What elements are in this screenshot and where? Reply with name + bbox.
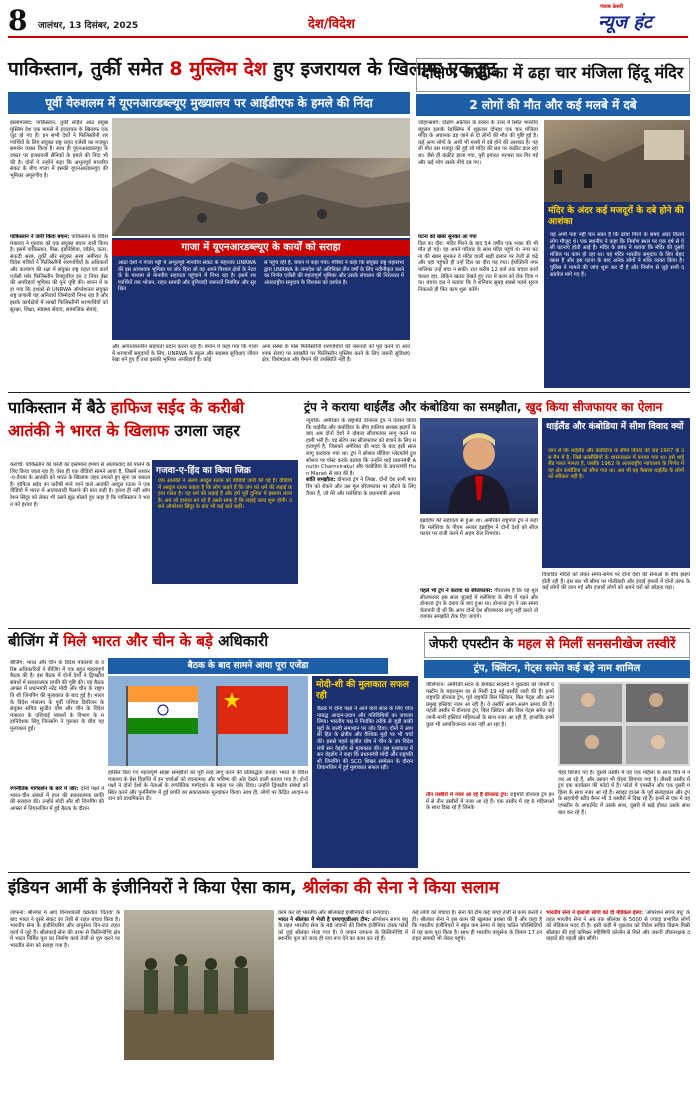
a3-headline-line2: [8, 420, 296, 440]
a6-photos-grid: [558, 682, 690, 766]
a5-body-text2: हासिल किए गए महत्वपूर्ण साझा समझौतों को पूरी तरह लागू करने की प्रतिबद्धता जताई। भारत के विदेश मंत्रालय के प्रेस विज्ञप्ति में इन चर्चाओं को रचनात्मक और भविष्य की ओर देखने वाली बताया गया है। दोनों पक्षों ने दोनों देशों के नेताओं के रणनीतिक मार्गदर्शन के महत्व पर जोर दिया। उन्होंने द्विपक्षीय संबंधों को स्थिर करने और पुनर्निर्माण में हुई प्रगति का सकारात्मक मूल्यांकन किया। साथ ही, लोगों पर केंद्रित आदान-प्रदान को प्राथमिकता दी।: [108, 770, 308, 803]
brand-logo-main: न्यूज हंट: [598, 12, 653, 33]
a7-body-col1: [10, 910, 120, 1110]
a4-headline: [304, 400, 690, 414]
a5-lead-text: बीजिंग: भारत और चीन के विदेश मंत्रालयों के वरिष्ठ अधिकारियों ने बीजिंग में एक बहुत महत्वपूर्ण बैठक की है। इस बैठक में दोनों देशों ने द्विपक्षीय संबंधों में सकारात्मक प्रगति की पुष्टि की। यह बैठक अगस्त में प्रधानमंत्री नरेंद्र मोदी और चीन के राष्ट्रपति शी जिनपिंग की मुलाकात के बाद हुई है। भारत के विदेश मंत्रालय के पूर्वी एशिया डिवीजन के संयुक्त सचिव सुजीत घोष और चीन के विदेश मंत्रालय के एशियाई मामलों के विभाग के महानिदेशक लियू जिनसोंग ने गुरुवार के बीच यह मुलाकात हुई।: [10, 660, 104, 732]
page-header: [8, 4, 688, 38]
a3-headline-part2: उगला जहर: [168, 420, 240, 440]
a2-subheadline: 2 लोगों की मौत और कई मलबे में दबे: [416, 94, 690, 116]
a4-body-col2: [420, 518, 538, 586]
a6-body-col1b: [426, 792, 554, 868]
a7-headline-part1: इंडियन आर्मी के इंजीनियरों ने किया ऐसा काम,: [8, 878, 303, 898]
a2-body-col1b: [418, 234, 538, 388]
a5-boxout: [312, 676, 418, 868]
a5-body-col2: [108, 770, 308, 868]
a5-body-text: दोनों पक्षों ने भारत-चीन संबंधों में हाल की सकारात्मक प्रगति की सराहना की। उन्होंने मोदी और शी जिनपिंग की अगस्त में तियानजिन में हुई बैठक के दौरान: [10, 786, 104, 812]
brand-logo-small: पंजाब केसरी: [600, 4, 624, 10]
a3-box-text: एक आतंकी ने अलग अब्दुल रऊफ को वीडियो जारी की गई है। वीडियो में अब्दुल रऊफ कहता है कि लोग कहते हैं कि जंग को धर्म की लड़ाई कहना गलत है। यह धर्म की लड़ाई है और हमें पूरी दुनिया में इस्लाम लाना है। अब जो हालात बन रहे हैं उससे साफ है कि लड़ाई जल्द शुरू होगी। उसने ऑपरेशन सिंदूर के बाद भी कई बातें कहीं।: [158, 478, 292, 511]
a2-caption-text: यह अभी पता नहीं चल सका है कि ढांचा गिरने के समय अंदर कितने लोग मौजूद थे। एक स्थानीय ने कहा कि निर्माण स्थल पर एक वर्ष से ऐसी घटनाएं होती आई हैं। मंदिर के प्रबंध ने बताया कि मंदिर की दूसरी मंजिल पर काम हो रहा था। यह मंदिर भारतीय समुदाय के लिए बेहद खास है और इस घटना के बाद अनेक लोगों ने शोक व्यक्त किया है। पुलिस ने मामले की जांच शुरू कर दी है और निर्माण से जुड़े सभी दस्तावेज मांगे गए हैं।: [550, 232, 684, 278]
a2-temple-collapse-photo: [544, 120, 690, 202]
a1-headline-highlight: 8 मुस्लिम देश: [169, 58, 267, 80]
a5-headline: [8, 634, 268, 650]
a1-box-title: गाजा में यूएनआरडब्ल्यूए के कार्यों को सराहा: [112, 240, 410, 256]
a4-subhead: शांति समझौता:: [306, 477, 336, 484]
a5-headline-highlight: मिले भारत और चीन के बड़े: [63, 632, 213, 650]
a1-boxout: [112, 238, 410, 340]
soldiers-icon: [124, 910, 274, 1060]
a4-trump-photo: [420, 418, 538, 514]
a7-headline: [8, 880, 499, 898]
divider-3: [8, 872, 690, 873]
a7-body-text2: काम कर रहे भारतीय और श्रीलंकाई इंजीनियरों को धन्यवाद।: [278, 910, 390, 916]
speaker-portrait-icon: [420, 418, 538, 514]
a4-lead-text: न्यूयॉर्क: अमेरिका के राष्ट्रपति डोनाल्ड ट्रंप ने ऐलान किया कि थाईलैंड और कंबोडिया के बीच हालिया सशस्त्र झड़पों के बाद अब दोनों देशों ने दोबारा सीजफायर लागू करने पर हामी भरी है। यह सेटेप उस सीजफायर को बचाने के लिए महत्वपूर्ण है, जिसको अमेरिका की मदद के बाद इसी साल लागू करवाया गया था। ट्रंप ने सोशल मीडिया प्लेटफॉर्म ट्रुथ सोशल पर पोस्ट करके बताया कि उन्होंने थाई प्रधानमंत्री Anutin Charnvirakul और कंबोडिया के प्रधानमंत्री Hun Manet से बात की है।: [306, 418, 416, 477]
a1-lead-text: इस्लामाबाद: पाकिस्तान, तुर्की सहित आठ प्रमुख मुस्लिम देश एक मामले में इजरायल के खिलाफ एकजुट हो गए हैं। इन सभी देशों ने फिलिस्तीनी शरणार्थियों के लिए संयुक्त राष्ट्र राहत एजेंसी का मजबूत समर्थन व्यक्त किया है। साथ ही यूएनआरडब्ल्यूए के दफ्तर पर इजरायली सैनिकों के हमले की निंदा भी की है। दोनों ने उन्होंने कहा कि अभूतपूर्व मानवीय संकट के बीच गाजा में इसकी यूएनआरडब्ल्यूए की भूमिका अपूरणीय है।: [10, 120, 108, 179]
a6-headline-box: [424, 632, 690, 658]
a5-body-col1: [10, 660, 104, 782]
a7-headline-highlight: श्रीलंका की सेना ने किया सलाम: [302, 878, 500, 898]
a6-body-text: राष्ट्रपति डोनाल्ड ट्रंप इनमें से तीन तस्वीरों में नजर आ रहे हैं। एक तस्वीर में वह 6 महिलाओं के साथ दिख रहे हैं जिनके: [426, 792, 554, 812]
a1-box-col2: से पहुंच रही है, बयान में कहा गया। मंत्रियों ने कहा कि संयुक्त राष्ट्र महासभा द्वारा UNRWA के जनादेश को अतिरिक्त तीन वर्षों के लिए नवीनीकृत करने का निर्णय एजेंसी की महत्वपूर्ण भूमिका और उसके संचालन की निरंतरता में अंतरराष्ट्रीय समुदाय के विश्वास को दर्शाता है।: [264, 260, 404, 286]
a4-foot: विवादित मंदिरों को लेकर समय-समय पर दोनों देशों की सेनाओं के बीच झड़पें होती रही हैं। इस बार भी सीमा पर गोलीबारी और हवाई हमलों में दोनों तरफ के कई लोगों की जान गई और हजारों लोगों को अपने घरों को छोड़ना पड़ा।: [542, 572, 690, 592]
a3-headline-highlight1: हाफिज सईद के करीबी: [110, 398, 245, 417]
divider-1: [8, 392, 690, 393]
a4-boxout: [542, 418, 690, 568]
divider-2: [8, 628, 690, 629]
a7-body-text4: कई लोगों को बचाया है। सेना की टीम कई जगह तेजी से काम करती रही। श्रीलंका सेना ने इस काम की खुलकर प्रशंसा की है और कहा है कि भारतीय इंजीनियरों ने बहुत कम समय में बेहद कठिन परिस्थितियों में यह काम पूरा किया है। साथ ही भारतीय वायुसेना के विमान 17 टन राहत सामग्री भी लेकर पहुंचे।: [412, 910, 542, 943]
a4-body-text: डोनाल्ड ट्रंप ने लिखा, दोनों देश सभी फायरिंग को रोकने और उस मूल सीजफायर पर लौटने के लिए तैयार हैं, जो मेरे और मलेशिया के प्रधानमंत्री अनवर: [306, 477, 416, 497]
a5-box-text: बैठक में दोनों पक्षों ने आने वाले साल के लिए योजनाबद्ध आदान-प्रदान और गतिविधियों का जायजा लिया। भारतीय पक्ष ने नियंत्रित तरीके से जुड़ी बाकी मुद्दों के जल्दी समाधान पर जोर दिया। दोनों ने आपसी हित के क्षेत्रीय और वैश्विक मुद्दों पर भी चर्चा की। इससे पहले सुजीत घोष ने चीन के उप विदेश मंत्री सन वेइडोंग से मुलाकात की। इस मुलाकात में सन वेइडोंग ने कहा कि प्रधानमंत्री मोदी और राष्ट्रपति शी जिनपिंग की SCO शिखर सम्मेलन के दौरान तियानजिन में हुई मुलाकात सफल रही।: [317, 706, 413, 772]
a1-body-col1b: [10, 234, 108, 388]
issue-date: जालंधर, 13 दिसंबर, 2025: [38, 21, 139, 31]
a4-body-col1: [306, 418, 416, 586]
a6-headline-part1: जेफरी एपस्टीन के: [429, 637, 518, 652]
a6-body-col2: [558, 770, 690, 868]
a6-lead-text: वॉशिंगटन: अमेरिकी सदन के डेमोक्रेट सदस्यों ने शुक्रवार को जेफरी एपस्टीन के महलनुमा घर से मिलीं 19 नई तस्वीरें जारी की हैं। इनमें राष्ट्रपति डोनाल्ड ट्रंप, पूर्व राष्ट्रपति बिल क्लिंटन, बिल गेट्स और अन्य प्रमुख हस्तियां नजर आ रही हैं। ये तस्वीरें अलग-अलग समय की हैं। पहली तस्वीर में डोनाल्ड ट्रंप, बिल क्लिंटन और बिल गेट्स समेत कई जानी-मानी हस्तियां महिलाओं के साथ नजर आ रही हैं, हालांकि इनमें कुछ भी आपत्तिजनक नजर नहीं आ रहा है।: [426, 682, 554, 728]
rubble-scene-icon: [112, 118, 410, 236]
a4-box-title: थाईलैंड और कंबोडिया में सीमा विवाद क्यों: [546, 422, 684, 432]
a4-body-text2: इब्राहिम की सहायता से हुआ था। अमेरिकी राष्ट्रपति ट्रंप ने कहा कि मलेशिया के पीएम अनवर इब्राहिम ने दोनों देशों को सीजफायर पर राजी करने में अहम रोल निभाया।: [420, 518, 538, 538]
a7-subhead4: भारतीय सेना ने इलाजों लोगों को दी मेडिकल हेल्प:: [546, 910, 643, 916]
a5-body-col1b: [10, 786, 104, 868]
a7-army-photo: [124, 910, 274, 1060]
a5-subhead: रणनीतिक मार्गदर्शन के बारे में जोर:: [10, 786, 79, 792]
a1-body-text: पाकिस्तान के विदेश मंत्रालय ने गुरुवार को एक संयुक्त बयान जारी किया है। इसमें पाकिस्तान, मिस्र, इंडोनेशिया, जॉर्डन, कतर, सऊदी अरब, तुर्की और संयुक्त अरब अमीरात के विदेश मंत्रियों ने फिलिस्तीनी शरणार्थियों के अधिकारों और कल्याण की रक्षा में संयुक्त राष्ट्र राहत एवं कार्य एजेंसी फॉर फिलिस्तीन रिफ्यूजीज इन द नियर ईस्ट की अपरिहार्य भूमिका की पुनः पुष्टि की। बयान में कहा गया कि दशकों से UNRWA ऑपरेशनल संयुक्त राष्ट्र प्रणाली यह अनिवार्य जिम्मेदारी निभा रहा है और इसके कार्यक्षेत्रों में लाखों फिलिस्तीनी शरणार्थियों को सुरक्षा, शिक्षा, स्वास्थ्य सेवाएं, सामाजिक सेवाएं,: [10, 234, 108, 313]
a1-subhead: पाकिस्तान ने जारी किया बयान:: [10, 234, 70, 240]
a2-headline-box: [416, 58, 690, 92]
collapse-scene-icon: [544, 120, 690, 202]
a3-body-col1: [10, 462, 150, 582]
a1-gaza-rubble-photo: [112, 118, 410, 236]
a2-body-col1: [418, 120, 538, 230]
a2-caption: मंदिर के अंदर कई मजदूरों के दबे होने की आशंका: [548, 206, 684, 227]
a4-subhead2: पहले भी ट्रंप ने कराया था सीजफायर:: [420, 588, 493, 594]
a1-body-col1: [10, 120, 108, 228]
a4-headline-part1: ट्रंप ने कराया थाईलैंड और कंबोडिया का समझौता,: [304, 400, 526, 414]
a4-body-text3: गौरतलब है कि यह मूल सीजफायर इस साल जुलाई में मलेशिया के बीच में पड़ने और डोनाल्ड ट्रंप के दबाव के बाद हुआ था। डोनाल्ड ट्रंप ने उस समय चेतावनी दी थी कि अगर दोनों देश सीजफायर लागू नहीं करते तो व्यापार समझौते रोक दिए जाएंगे।: [420, 588, 538, 621]
a1-subheadline: पूर्वी येरुशलम में यूएनआरडब्ल्यूए मुख्यालय पर आईडीएफ के हमले की निंदा: [8, 92, 410, 114]
a6-headline: [429, 638, 675, 652]
a5-box-title: मोदी-शी की मुलाकात सफल रही: [316, 680, 409, 701]
a5-headline-part2: अधिकारी: [212, 632, 269, 650]
a3-headline-highlight2: आतंकी ने भारत के खिलाफ: [8, 420, 169, 440]
a6-subheadline: ट्रंप, क्लिंटन, गेट्स समेत कई बड़े नाम शामिल: [424, 660, 690, 678]
a5-headline-part1: बीजिंग में: [8, 632, 64, 650]
a2-lead-text: जोहान्सबर्ग: दक्षिण अफ्रीका के डरबन के उत्तर में स्थित भारतीय बहुलय इलाके रेडक्लिफ में शुक्रवार दोपहर एक चार मंजिला मंदिर के अचानक ढह जाने से दो लोगों की मौत की पुष्टि हुई है। कई अन्य लोगों के अभी भी मलबे में दबे होने की आशंका है। पहली मौत उस मजदूर की हुई जो मंदिर की छत पर कंक्रीट डाल रहा था। जैसे ही कंक्रीट डाला गया, पूरी इमारत भरभरा कर गिर गई और कई लोग उसके नीचे दब गए।: [418, 120, 538, 166]
a5-flags-photo: [108, 676, 308, 766]
a2-headline: दक्षिण अफ्रीका में ढहा चार मंजिला हिंदू मंदिर: [421, 63, 684, 82]
a1-headline-part1: पाकिस्तान, तुर्की समेत: [8, 58, 170, 80]
a6-headline-highlight: महल से मिलीं सनसनीखेज तस्वीरें: [517, 637, 676, 652]
a4-body-col2b: [420, 588, 538, 624]
a3-lead-text: कराची: पाकिस्तान की धरती का इस्तेमाल हमेशा से आतंकवाद को पालने के लिए किया जाता रहा है। ऐसा ही एक वीडियो सामने आया है, जिसमें लश्कर-ए-तैयबा के आतंकी को भारत के खिलाफ जहर उगलते हुए सुना जा सकता है। हाफिज सईद का करीबी माने जाने वाले आतंकी अब्दुल रऊफ ने एक वीडियो में भारत में आतंकवादी फैलाने की बात कही है। इतना ही नहीं ऑपरेशन सिंदूर को लेकर भी उसने झूठ बोलते हुए कहा है कि पाकिस्तान ने भारत को हराया है।: [10, 462, 150, 508]
a1-headline-part2: हुए इजरायल के खिलाफ एकजुट: [266, 58, 497, 80]
a7-subhead2: भारत ने श्रीलंका में भेजी है एमएच्एडीआर टीम:: [278, 916, 370, 923]
a3-headline: [8, 400, 296, 460]
a5-subheadline: बैठक के बाद सामने आया पूरा एजेंडा: [108, 658, 388, 674]
a7-body-col3: [412, 910, 542, 1110]
a7-body-text5: 'ऑपरेशन सागर बंधु' के तहत भारतीय सेना ने अब तक श्रीलंका के 5000 से ज्यादा प्रभावित लोगों को मेडिकल मदद दी है। इसी कड़ी में शुक्रवार को विदेश सचिव विक्रम मिस्री श्रीलंका की हाई कमिश्नर महिषिणी कोलोन से मिले और जरूरी जीवनरक्षक दवाइयों की पहली खेप सौंपी।: [546, 910, 690, 943]
a3-headline-part1: पाकिस्तान में बैठे: [8, 398, 111, 417]
a1-foot-col1: और आपातकालीन सहायता प्रदान करना रहा है। बयान में कहा गया कि गाजा में शरणार्थी समुदायों के लिए, UNRWA के स्कूल और स्वास्थ्य सुविधाएं जीवनरेखा बने हुए हैं तथा इसकी भूमिका अपरिहार्य है। कोई: [112, 344, 258, 364]
a7-body-text3: ऑपरेशन सागर बंधु के तहत भारतीय सेना के 48 जवानों की विशेष इंजीनियर टास्क फोर्स को जुड़े श्रीलंका भेजा गया है। ये जवान जाफना के किलिनोच्चि में स्थानीय पुल को जल्द ही नया रूप देने का काम कर रहे हैं।: [278, 916, 408, 943]
photo-collage-icon: [558, 682, 690, 766]
flags-icon: [108, 676, 308, 766]
brand-logo: [598, 4, 688, 34]
a4-headline-highlight: खुद किया सीजफायर का ऐलान: [525, 400, 663, 414]
a6-subhead: तीन तस्वीरों में नजर आ रहे हैं डोनाल्ड ट्रंप:: [426, 792, 509, 798]
page-number: 8: [8, 4, 28, 37]
a2-body-text: दिल का दौरा: मंदिर गिरने के बाद 54 वर्षीय एक भक्त की भी मौत हो गई। वह अपने परिवार के साथ मंदिर पहुंचे थे। नगर घटना की खबर सुनकर वे मंदिर वाली खड़ी ढलान पर तेजी से चढ़े और वहां पहुंचते ही उन्हें दिल का दौरा पड़ गया। ईथेक्विनी नगरपालिका उन्हें बचा न सकी। रात करीब 12 बजे तक बचाव कार्य चलता रहा, लेकिन खतरा देखते हुए रात में काम को रोक दिया गया। बचाव दल ने बताया कि वे शनिवार सुबह सबसे पहले सूरज निकलते ही फिर काम शुरू करेंगे।: [418, 240, 538, 293]
a7-lead-text: जाफना: श्रीलंका में आए विनाशकारी चक्रवात 'दितवा' के बाद भारत ने दूसरे संकट का तेजी से राहत बचाव किया है। भारतीय सेना के इंजीनियरिंग और वायुसेना दिन-रात राहत कार्य में जुटे हैं। श्रीलंकाई सेना की तरफ से किलिनोच्चि क्षेत्र में भारत निर्मित पुल का निर्माण कार्य तेजी से पूरा करने पर भारतीय सेना को सराहा गया है।: [10, 910, 120, 949]
a3-boxout: [152, 460, 298, 584]
a7-body-col4: [546, 910, 690, 1110]
a3-headline-line1: [8, 400, 296, 417]
a1-foot-col2: अन्य संस्था के पास फिलिस्तीनी शरणार्थियों की जरूरतों को पूरा करने या आवश्यक सेवाएं पर समझौते पर फिलिस्तीन मुस्लिम करने के लिए जरूरी सुविधाएं क्षेत्र, विशेषज्ञता और पैमाने की उपस्थिति नहीं है।: [262, 344, 410, 364]
a1-box-col1: आठों देशों ने गाजा पट्टी में अभूतपूर्व मानवीय संकट के मद्देनजर UNRWA की इस आवश्यक भूमिका पर जोर दिया जो वह अपने विशाल क्षेत्रों के नेटवर्क के माध्यम से मानवीय सहायता पहुंचाने में निभा रहा है। इसमें शरणार्थियों तक भोजन, राहत सामग्री और बुनियादी जरूरतों नियमित और सुरक्षित: [118, 260, 256, 293]
a2-subhead: घटना को खबर सुनकर आ गया: [418, 234, 477, 240]
a6-body-text2: चेहरे छिपाए गए हैं। दूसरी तस्वीर में वह एक महिला के साथ चित्र में नजर आ रहे हैं, और उसका भी चेहरा छिपाया गया है। तीसरी तस्वीर में ट्रंप एक कार्यक्रम की फोटो में हैं। फोटो में एपस्टीन और एक दूसरी महिला के साथ नजर आ रहे हैं। स्वाइट हाउस के पूर्व सलाहकार और ट्रंप के सहयोगी स्टीव बैनन भी 3 तस्वीरों में दिख रहे हैं। इनमें से एक में वह एपस्टीन के अपार्टमेंट में उसके साथ, दूसरी में खड़े होकर उसके साथ बात कर रहे हैं।: [558, 770, 690, 816]
a7-body-col2: [278, 910, 408, 1110]
section-title: देश/विदेश: [308, 17, 355, 32]
a6-body-col1: [426, 682, 554, 788]
a4-box-text: जान लें कि थाईलैंड और कंबोडिया के सीमा विवाद की जड़ 1907 के उस मैप में है, जिसे फ्रांसीसियों के शासनकाल में बनाया गया था। इसे थाईलैंड गलत मानता है, जबकि 1962 के अंतरराष्ट्रीय न्यायालय के निर्णय में यह क्षेत्र कंबोडिया को सौंपा गया था। अब भी यह फैसला थाईलैंड के लोगों को स्वीकार नहीं है।: [548, 448, 684, 481]
a2-caption-box: [544, 202, 690, 388]
a3-box-title: गजवा-ए-हिंद का किया जिक्र: [156, 466, 251, 476]
